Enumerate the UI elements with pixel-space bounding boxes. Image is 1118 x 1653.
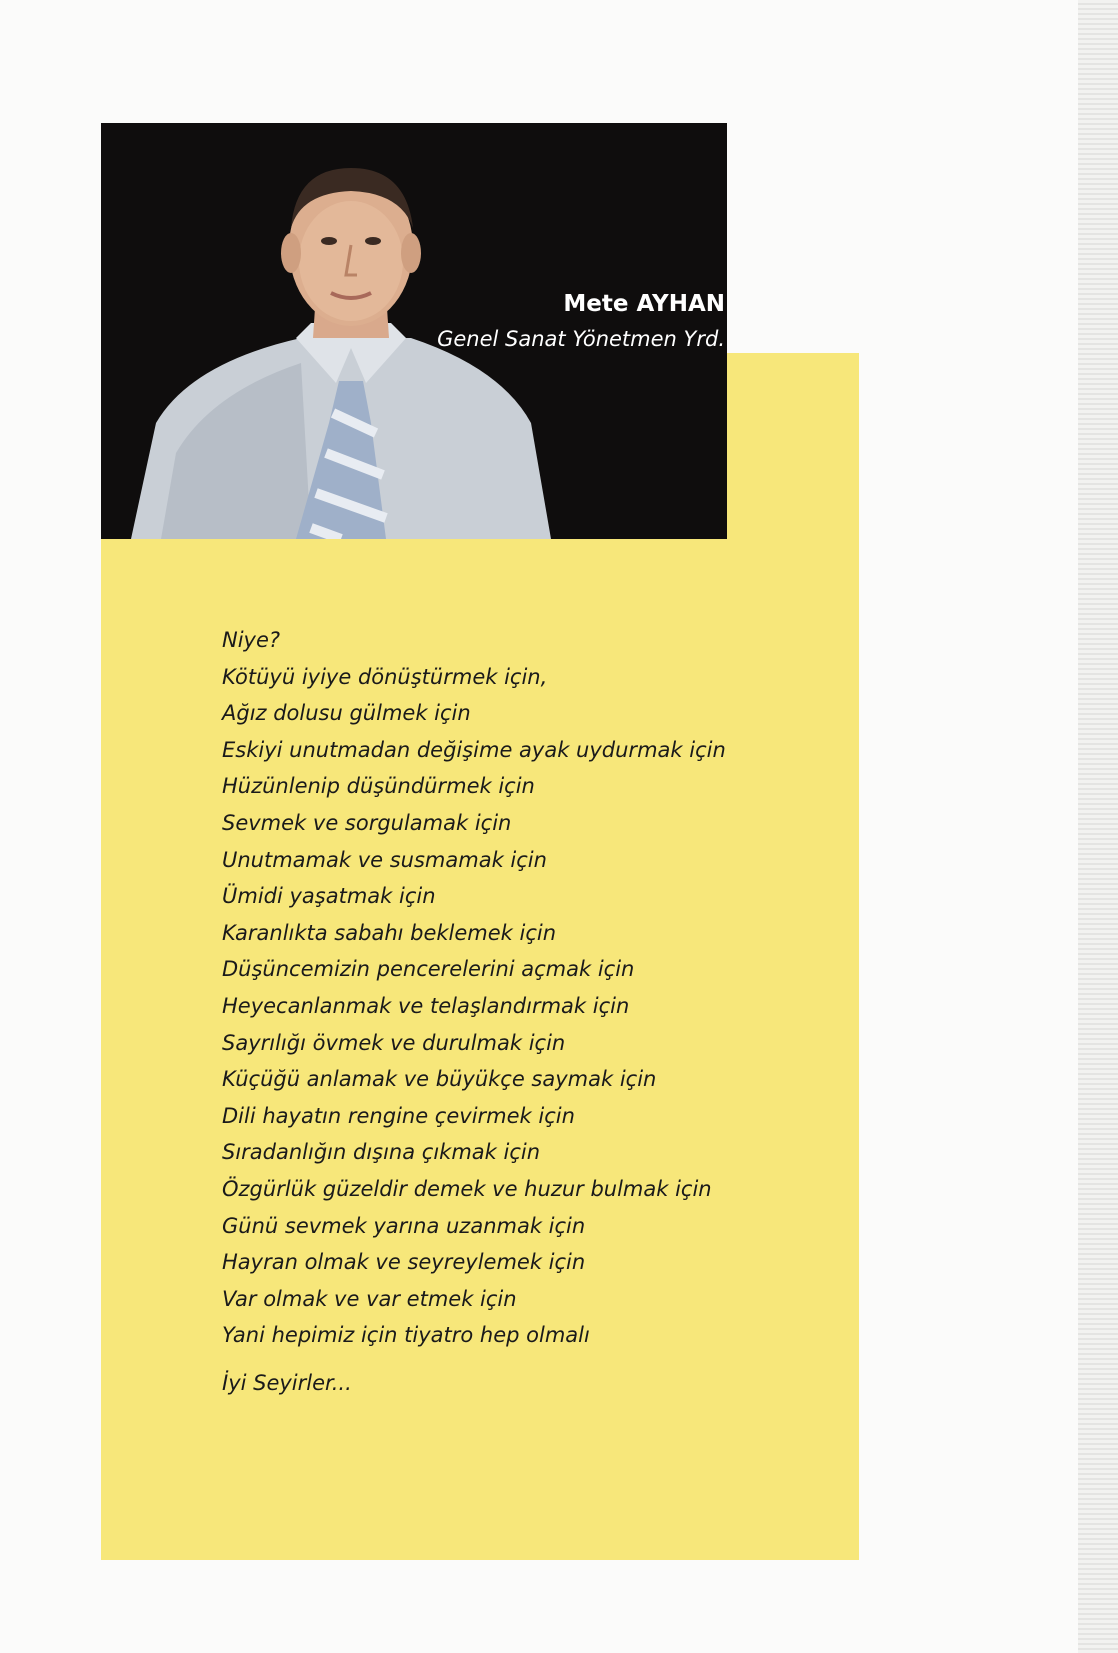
poem-line: Ümidi yaşatmak için	[222, 884, 436, 909]
poem-line: Var olmak ve var etmek için	[222, 1286, 517, 1311]
person-name: Mete AYHAN	[563, 291, 725, 317]
page-edge	[1078, 0, 1118, 1653]
poem-line: Düşüncemizin pencerelerini açmak için	[222, 957, 635, 982]
poem	[222, 622, 842, 1354]
poem-line: Günü sevmek yarına uzanmak için	[222, 1213, 586, 1238]
person-role: Genel Sanat Yönetmen Yrd.	[437, 327, 725, 351]
poem-line: Hüzünlenip düşündürmek için	[222, 774, 535, 799]
poem-line: Sevmek ve sorgulamak için	[222, 810, 512, 835]
closing-line: İyi Seyirler...	[222, 1371, 352, 1395]
poem-line: Heyecanlanmak ve telaşlandırmak için	[222, 993, 630, 1018]
poem-line: Özgürlük güzeldir demek ve huzur bulmak için	[222, 1176, 712, 1201]
poem-line: Hayran olmak ve seyreylemek için	[222, 1250, 586, 1275]
poem-line: Ağız dolusu gülmek için	[222, 701, 471, 726]
poem-line: Dili hayatın rengine çevirmek için	[222, 1103, 575, 1128]
portrait-photo	[101, 123, 727, 539]
poem-line: Niye?	[222, 628, 281, 652]
poem-line: Unutmamak ve susmamak için	[222, 847, 547, 872]
poem-line: Kötüyü iyiye dönüştürmek için,	[222, 664, 548, 689]
poem-line: Sayrılığı övmek ve durulmak için	[222, 1030, 566, 1055]
poem-line: Küçüğü anlamak ve büyükçe saymak için	[222, 1067, 657, 1092]
poem-line: Yani hepimiz için tiyatro hep olmalı	[222, 1323, 590, 1348]
poem-line: Sıradanlığın dışına çıkmak için	[222, 1140, 541, 1165]
poem-line: Karanlıkta sabahı beklemek için	[222, 920, 557, 945]
poem-line: Eskiyi unutmadan değişime ayak uydurmak için	[222, 737, 726, 762]
